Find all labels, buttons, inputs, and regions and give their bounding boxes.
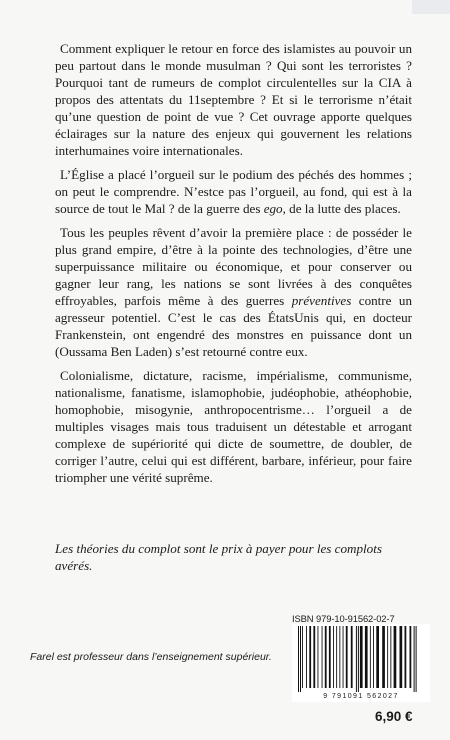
barcode-bar [333, 626, 334, 688]
top-edge-stripe [412, 0, 450, 14]
barcode-bar [405, 626, 407, 688]
barcode-bars [292, 624, 430, 694]
barcode [292, 624, 430, 702]
text-run: Tous les peuples rêvent d’avoir la première place : de posséder le plus grand empire, d’être à la pointe des technologies, d’être une superpuissance militaire ou économique, et pour conserver ou gagner leur rang, les nations se sont livrées à des conquêtes effroyables, parfois même à des guerres [55, 225, 412, 308]
barcode-bar [376, 626, 379, 688]
barcode-bar [351, 626, 353, 688]
isbn-label: ISBN 979-10-91562-02-7 [292, 613, 395, 624]
barcode-bar [325, 626, 327, 688]
barcode-bar [387, 626, 388, 688]
barcode-bar [360, 626, 363, 688]
tagline: Les théories du complot sont le prix à payer pour les complots avérés. [55, 541, 382, 573]
price: 6,90 € [375, 709, 413, 724]
barcode-bar [343, 626, 344, 688]
author-note: Farel est professeur dans l’enseignement supérieur. [30, 651, 272, 663]
blurb-paragraph [55, 224, 412, 360]
barcode-bar [302, 626, 303, 688]
barcode-bar [313, 626, 315, 688]
barcode-bar [390, 626, 391, 688]
blurb-text [55, 40, 412, 493]
italic-text-run: préventives [291, 293, 352, 308]
barcode-bar [382, 626, 385, 688]
barcode-bar [358, 626, 359, 692]
barcode-bar [365, 626, 368, 688]
barcode-bar [370, 626, 371, 688]
barcode-bar [309, 626, 311, 688]
barcode-bar [400, 626, 403, 688]
text-run: , de la lutte des places. [282, 201, 401, 216]
text-run: contre un agresseur potentiel. C’est le cas des ÉtatsUnis qui, en docteur Frankenstein, ont engendré des monstres en puissance dont un (Oussama Ben Laden) s’est retourné contre eux. [55, 293, 413, 359]
italic-text-run: ego [263, 201, 283, 216]
barcode-bar [336, 626, 337, 688]
barcode-bar [373, 626, 374, 688]
barcode-bar [306, 626, 307, 688]
barcode-bar [339, 626, 340, 688]
barcode-bar [300, 626, 301, 692]
barcode-bar [322, 626, 323, 688]
text-run: Comment expliquer le retour en force des islamistes au pouvoir un peu partout dans le monde musulman ? Qui sont les terroristes ? Pourquoi tant de rumeurs de complot circulentelles sur la CIA à propos des attentats du 11septembre ? Et si le terrorisme n’était qu’une question de point de vue ? Cet ouvrage apporte quelques éclairages sur la nature des enjeux qui gouvernent les relations interhumaines voire internationales. [55, 41, 412, 158]
blurb-paragraph [55, 166, 412, 217]
barcode-bar [414, 626, 415, 692]
barcode-bar [346, 626, 348, 688]
blurb-paragraph [55, 367, 412, 486]
barcode-bar [410, 626, 412, 688]
barcode-bar [356, 626, 357, 692]
barcode-bar [329, 626, 331, 688]
barcode-digits: 9 791091 562027 [292, 693, 430, 700]
text-run: L’Église a placé l’orgueil sur le podium des péchés des hommes ; on peut le comprendre. N’estce pas l’orgueil, au fond, qui est à la source de tout le Mal ? de la guerre des [55, 167, 412, 216]
text-run: Colonialisme, dictature, racisme, impérialisme, communisme, nationalisme, fanatisme, islamophobie, judéophobie, athéophobie, homophobie, misogynie, anthropocentrisme… l’orgueil a de multiples visages mais tous traduisent un détestable et arrogant complexe de supériorité qui dicte de soumettre, de doubler, de corriger l’autre, celui qui est différent, barbare, inférieur, pour faire triompher une vérité suprême. [55, 368, 412, 485]
blurb-paragraph [55, 40, 412, 159]
barcode-bar [394, 626, 397, 688]
barcode-bar [318, 626, 319, 688]
barcode-bar [416, 626, 417, 692]
